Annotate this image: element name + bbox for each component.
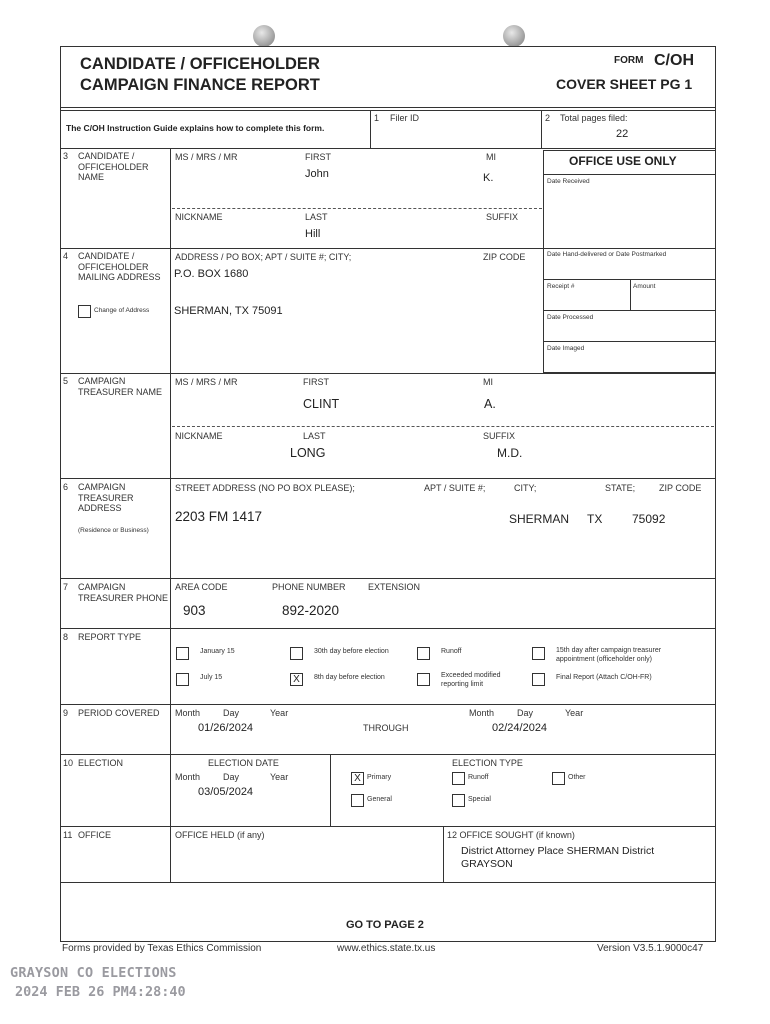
report-final-label: Final Report (Attach C/OH-FR) xyxy=(556,674,652,681)
sec3-label: CANDIDATE / OFFICEHOLDER NAME xyxy=(78,151,149,182)
form-code: C/OH xyxy=(654,52,694,69)
cand-zip-label: ZIP CODE xyxy=(483,252,526,262)
report-runoff-checkbox[interactable] xyxy=(417,647,430,660)
form-title-line1: CANDIDATE / OFFICEHOLDER xyxy=(80,55,320,73)
treas-street-value[interactable]: 2203 FM 1417 xyxy=(175,509,263,524)
election-other-label: Other xyxy=(568,774,586,781)
report-30day-label: 30th day before election xyxy=(314,648,389,655)
report-runoff-label: Runoff xyxy=(441,648,462,655)
sec11-label: OFFICE xyxy=(78,830,111,840)
report-8day-checkbox[interactable]: X xyxy=(290,673,303,686)
election-primary-checkbox[interactable]: X xyxy=(351,772,364,785)
form-title-line2: CAMPAIGN FINANCE REPORT xyxy=(80,76,320,94)
phone-number-value[interactable]: 892-2020 xyxy=(282,603,340,618)
total-pages-value[interactable]: 22 xyxy=(616,128,629,140)
sec4-num: 4 xyxy=(63,251,69,261)
election-type-label: ELECTION TYPE xyxy=(452,758,523,768)
form-word: FORM xyxy=(614,55,644,66)
office-sought-label: 12 OFFICE SOUGHT (if known) xyxy=(447,830,575,840)
cand-address-line1[interactable]: P.O. BOX 1680 xyxy=(174,268,249,280)
office-sought-line2[interactable]: GRAYSON xyxy=(461,858,513,870)
election-runoff-checkbox[interactable] xyxy=(452,772,465,785)
sec9-num: 9 xyxy=(63,708,69,718)
cand-nickname-label: NICKNAME xyxy=(175,212,223,222)
treas-state-value[interactable]: TX xyxy=(587,512,603,526)
treas-suffix-label: SUFFIX xyxy=(483,431,516,441)
treas-mi-label: MI xyxy=(483,377,493,387)
treas-nickname-label: NICKNAME xyxy=(175,431,223,441)
area-code-label: AREA CODE xyxy=(175,582,228,592)
election-runoff-label: Runoff xyxy=(468,774,489,781)
report-final-checkbox[interactable] xyxy=(532,673,545,686)
sec5-label: CAMPAIGN TREASURER NAME xyxy=(78,376,163,397)
total-pages-label: Total pages filed: xyxy=(560,113,628,123)
cand-mi-value[interactable]: K. xyxy=(483,172,494,184)
report-jan15-label: January 15 xyxy=(200,648,235,655)
cand-first-label: FIRST xyxy=(305,152,331,162)
election-day-label: Day xyxy=(223,772,240,782)
sec8-label: REPORT TYPE xyxy=(78,632,142,642)
amount-label: Amount xyxy=(633,283,656,290)
sec10-num: 10 xyxy=(63,758,74,768)
treas-first-value[interactable]: CLINT xyxy=(303,397,340,411)
report-8day-label: 8th day before election xyxy=(314,674,385,681)
footer-provided-by: Forms provided by Texas Ethics Commission xyxy=(62,943,262,954)
election-date-value[interactable]: 03/05/2024 xyxy=(198,786,254,798)
report-exceeded-checkbox[interactable] xyxy=(417,673,430,686)
treas-zip-value[interactable]: 75092 xyxy=(632,512,666,526)
treas-apt-label: APT / SUITE #; xyxy=(424,483,486,493)
sec7-num: 7 xyxy=(63,582,69,592)
period-to-month-label: Month xyxy=(469,708,495,718)
change-address-checkbox[interactable] xyxy=(78,305,91,318)
report-30day-checkbox[interactable] xyxy=(290,647,303,660)
treas-street-label: STREET ADDRESS (NO PO BOX PLEASE); xyxy=(175,483,355,493)
cand-mi-label: MI xyxy=(486,152,496,162)
cand-prefix-label: MS / MRS / MR xyxy=(175,152,238,162)
office-use-title: OFFICE USE ONLY xyxy=(569,154,677,168)
cand-last-value[interactable]: Hill xyxy=(305,228,321,240)
instruction-text: The C/OH Instruction Guide explains how to complete this form. xyxy=(66,123,325,133)
election-general-label: General xyxy=(367,796,392,803)
election-special-label: Special xyxy=(468,796,491,803)
cand-last-label: LAST xyxy=(305,212,328,222)
election-month-label: Month xyxy=(175,772,201,782)
election-other-checkbox[interactable] xyxy=(552,772,565,785)
cover-sheet-label: COVER SHEET PG 1 xyxy=(556,76,693,92)
sec3-num: 3 xyxy=(63,151,69,161)
treas-zip-label: ZIP CODE xyxy=(659,483,702,493)
filer-id-num: 1 xyxy=(374,113,380,123)
sec10-label: ELECTION xyxy=(78,758,124,768)
treas-suffix-value[interactable]: M.D. xyxy=(497,446,523,460)
extension-label: EXTENSION xyxy=(368,582,421,592)
sec8-num: 8 xyxy=(63,632,69,642)
office-sought-line1[interactable]: District Attorney Place SHERMAN District xyxy=(461,845,655,857)
treas-last-label: LAST xyxy=(303,431,326,441)
sec7-label: CAMPAIGN TREASURER PHONE xyxy=(78,582,169,603)
treas-mi-value[interactable]: A. xyxy=(484,397,496,411)
date-hand-delivered-label: Date Hand-delivered or Date Postmarked xyxy=(547,251,667,258)
sec11-num: 11 xyxy=(63,830,73,840)
sec6-sublabel: (Residence or Business) xyxy=(78,527,149,534)
receipt-label: Receipt # xyxy=(547,283,575,290)
report-exceeded-label: Exceeded modified reporting limit xyxy=(441,672,501,688)
total-pages-num: 2 xyxy=(545,113,551,123)
report-15day-checkbox[interactable] xyxy=(532,647,545,660)
footer-version: Version V3.5.1.9000c47 xyxy=(597,943,704,954)
election-primary-label: Primary xyxy=(367,774,392,781)
date-imaged-label: Date Imaged xyxy=(547,345,585,352)
area-code-value[interactable]: 903 xyxy=(183,603,206,618)
footer-website[interactable]: www.ethics.state.tx.us xyxy=(337,943,436,954)
cand-suffix-label: SUFFIX xyxy=(486,212,519,222)
go-to-page-2: GO TO PAGE 2 xyxy=(346,919,424,931)
period-to-year-label: Year xyxy=(565,708,584,718)
cand-address-header: ADDRESS / PO BOX; APT / SUITE #; CITY; xyxy=(175,252,352,262)
sec6-num: 6 xyxy=(63,482,69,492)
punch-hole-right xyxy=(503,25,525,47)
report-15day-label: 15th day after campaign treasurer appointment (officeholder only) xyxy=(556,647,662,663)
election-special-checkbox[interactable] xyxy=(452,794,465,807)
report-jan15-checkbox[interactable] xyxy=(176,647,189,660)
sec4-label: CANDIDATE / OFFICEHOLDER MAILING ADDRESS xyxy=(78,251,161,282)
period-from-day-label: Day xyxy=(223,708,240,718)
sec9-label: PERIOD COVERED xyxy=(78,708,160,718)
period-to-value[interactable]: 02/24/2024 xyxy=(492,722,548,734)
period-from-month-label: Month xyxy=(175,708,201,718)
sec6-label: CAMPAIGN TREASURER ADDRESS xyxy=(78,482,134,513)
date-received-label: Date Received xyxy=(547,178,590,185)
sec5-num: 5 xyxy=(63,376,69,386)
period-from-value[interactable]: 01/26/2024 xyxy=(198,722,254,734)
treas-state-label: STATE; xyxy=(605,483,636,493)
treas-first-label: FIRST xyxy=(303,377,329,387)
treas-city-value[interactable]: SHERMAN xyxy=(509,512,570,526)
report-jul15-checkbox[interactable] xyxy=(176,673,189,686)
treas-prefix-label: MS / MRS / MR xyxy=(175,377,238,387)
treas-city-label: CITY; xyxy=(514,483,537,493)
election-date-label: ELECTION DATE xyxy=(208,758,279,768)
date-processed-label: Date Processed xyxy=(547,314,594,321)
election-general-checkbox[interactable] xyxy=(351,794,364,807)
received-stamp-line1: GRAYSON CO ELECTIONS xyxy=(10,965,177,981)
period-to-day-label: Day xyxy=(517,708,534,718)
period-from-year-label: Year xyxy=(270,708,289,718)
phone-number-label: PHONE NUMBER xyxy=(272,582,346,592)
cand-address-line2[interactable]: SHERMAN, TX 75091 xyxy=(174,305,283,317)
through-label: THROUGH xyxy=(363,723,409,733)
report-jul15-label: July 15 xyxy=(200,674,223,681)
change-address-label: Change of Address xyxy=(94,307,150,314)
cand-first-value[interactable]: John xyxy=(305,168,329,180)
office-held-label: OFFICE HELD (if any) xyxy=(175,830,265,840)
election-year-label: Year xyxy=(270,772,289,782)
received-stamp-line2: 2024 FEB 26 PM4:28:40 xyxy=(15,984,186,1000)
punch-hole-left xyxy=(253,25,275,47)
treas-last-value[interactable]: LONG xyxy=(290,446,326,460)
filer-id-label: Filer ID xyxy=(390,113,419,123)
